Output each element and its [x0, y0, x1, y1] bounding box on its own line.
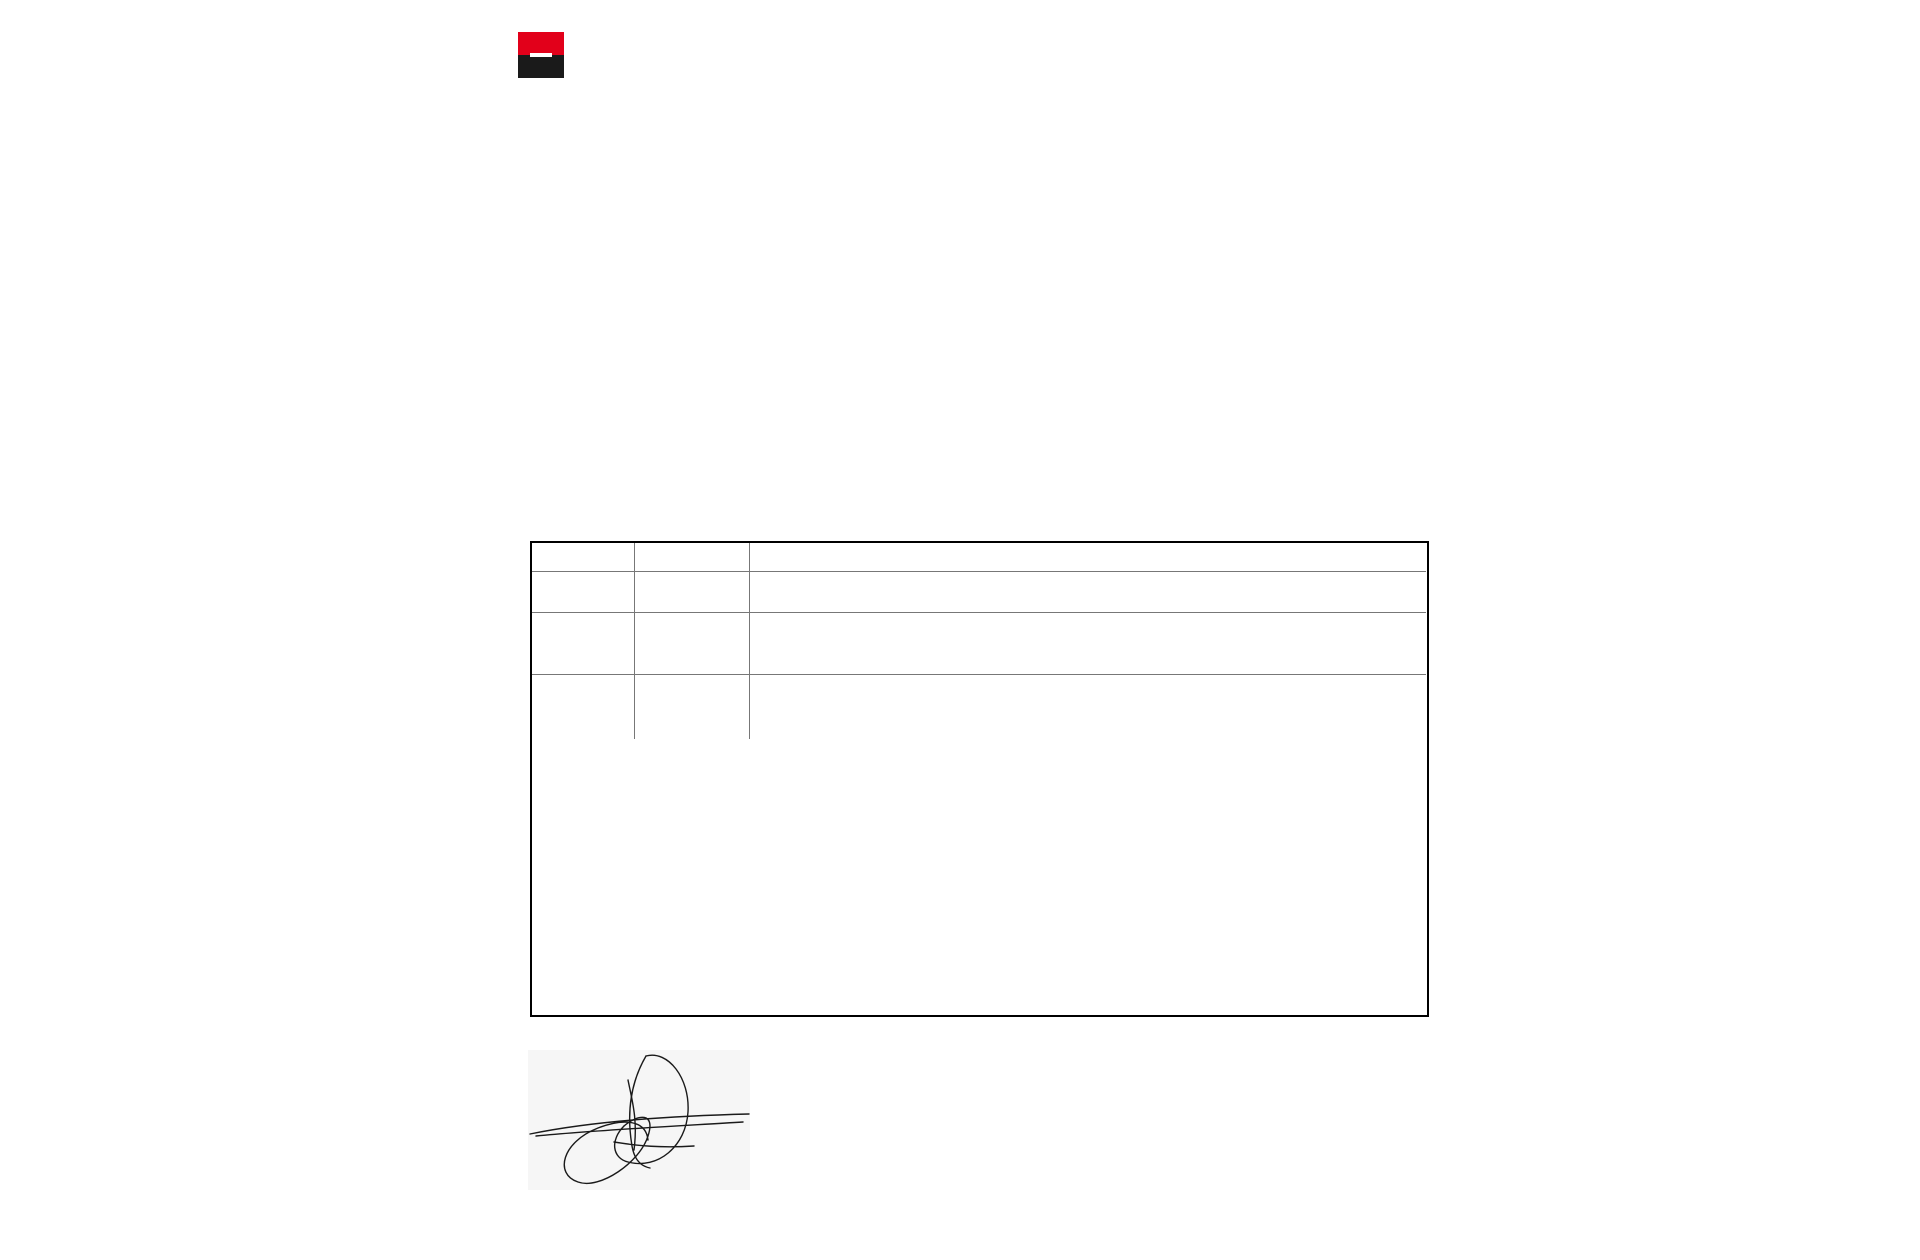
column-divider [749, 543, 750, 739]
logo-mark-icon [518, 32, 564, 78]
row-divider [532, 612, 1426, 613]
row-divider [532, 571, 1426, 572]
row-divider [532, 674, 1426, 675]
column-divider [634, 543, 635, 739]
handwritten-signature [528, 1050, 750, 1190]
ald-automotive-logo [518, 30, 693, 80]
maintenance-table [530, 541, 1429, 1017]
